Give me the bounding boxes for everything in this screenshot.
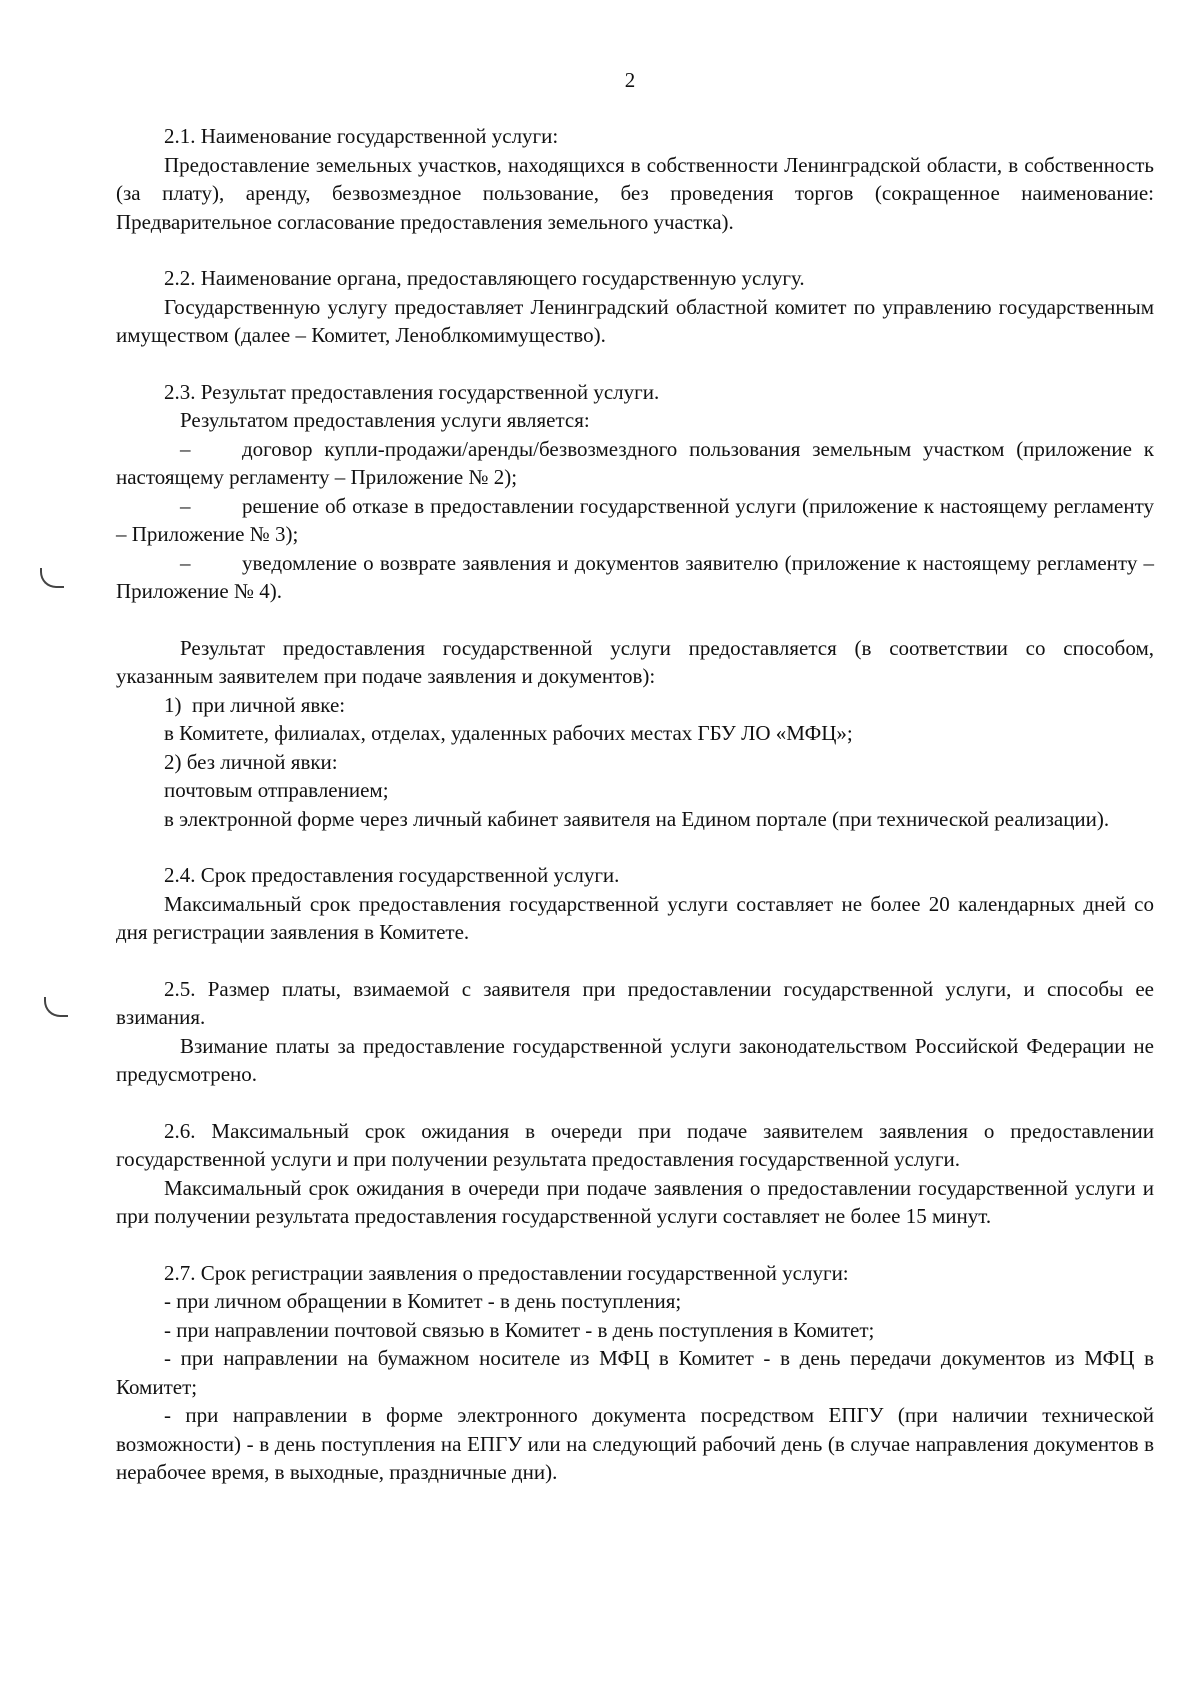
spacer: [116, 833, 1154, 861]
result-item-2-text: решение об отказе в предоставлении государственной услуги (приложение к настоящему регламенту – Приложение № 3);: [116, 493, 1154, 546]
spacer: [116, 350, 1154, 378]
result-item-1: [116, 435, 1154, 492]
section-2-1-text: Предоставление земельных участков, находящихся в собственности Ленинградской области, в собственность (за плату), аренду, безвозмездное пользование, без проведения торгов (сокращенное наименование: Предварительное согласование предоставления земельного участка).: [116, 152, 1154, 234]
section-2-3-result-text: Результат предоставления государственной услуги предоставляется (в соответствии со способом, указанным заявителем при подаче заявления и документов):: [116, 635, 1154, 688]
spacer: [116, 1089, 1154, 1117]
registration-item-4: - при направлении в форме электронного документа посредством ЕПГУ (при наличии технической возможности) - в день поступления на ЕПГУ или на следующий рабочий день (в случае направления документов в нерабочее время, в выходные, праздничные дни).: [116, 1403, 1154, 1484]
section-2-2-text: Государственную услугу предоставляет Ленинградский областной комитет по управлению государственным имуществом (далее – Комитет, Леноблкомимущество).: [116, 294, 1154, 347]
registration-item-2: - при направлении почтовой связью в Комитет - в день поступления в Комитет;: [164, 1317, 875, 1342]
list-dash: –: [180, 550, 191, 575]
way-2-label: 2) без личной явки:: [164, 749, 338, 774]
result-item-1-text: договор купли-продажи/аренды/безвозмездного пользования земельным участком (приложение к настоящему регламенту – Приложение № 2);: [116, 436, 1154, 489]
spacer: [116, 236, 1154, 264]
section-2-6-text: Максимальный срок ожидания в очереди при подаче заявления о предоставлении государственной услуги и при получении результата предоставления государственной услуги составляет не более 15 минут.: [116, 1175, 1154, 1228]
way-1-text: в Комитете, филиалах, отделах, удаленных рабочих местах ГБУ ЛО «МФЦ»;: [164, 721, 853, 745]
section-2-7-heading: 2.7. Срок регистрации заявления о предоставлении государственной услуги:: [164, 1260, 849, 1285]
spacer: [116, 1231, 1154, 1259]
list-dash: –: [180, 436, 191, 461]
spacer: [116, 606, 1154, 634]
section-2-2-heading: 2.2. Наименование органа, предоставляющего государственную услугу.: [164, 266, 805, 290]
scan-mark-1: [40, 568, 64, 588]
document-body: [116, 122, 1154, 1487]
section-2-4-text: Максимальный срок предоставления государственной услуги составляет не более 20 календарных дней со дня регистрации заявления в Комитете.: [116, 891, 1154, 944]
scan-mark-2: [44, 997, 68, 1017]
registration-item-3: - при направлении на бумажном носителе из МФЦ в Комитет - в день передачи документов из МФЦ в Комитет;: [116, 1346, 1154, 1399]
section-2-3-heading: 2.3. Результат предоставления государственной услуги.: [164, 379, 660, 404]
list-dash: –: [180, 493, 191, 518]
section-2-1-heading: 2.1. Наименование государственной услуги:: [164, 124, 559, 148]
section-2-5-heading: 2.5. Размер платы, взимаемой с заявителя при предоставлении государственной услуги, и способы ее взимания.: [116, 976, 1154, 1029]
way-2-text-1: почтовым отправлением;: [164, 778, 389, 802]
section-2-3-intro: Результатом предоставления услуги является:: [180, 408, 590, 432]
result-item-3-text: уведомление о возврате заявления и документов заявителю (приложение к настоящему регламенту – Приложение № 4).: [116, 550, 1154, 603]
result-item-2: [116, 492, 1154, 549]
way-2-text-2: в электронной форме через личный кабинет заявителя на Едином портале (при технической реализации).: [164, 806, 1110, 831]
page-number: 2: [624, 68, 636, 92]
spacer: [116, 947, 1154, 975]
section-2-4-heading: 2.4. Срок предоставления государственной услуги.: [164, 863, 620, 887]
result-item-3: [116, 549, 1154, 606]
way-1-label: 1) при личной явке:: [164, 692, 346, 717]
registration-item-1: - при личном обращении в Комитет - в день поступления;: [164, 1289, 682, 1313]
section-2-6-heading: 2.6. Максимальный срок ожидания в очереди при подаче заявителем заявления о предоставлении государственной услуги и при получении результата предоставления государственной услуги.: [116, 1118, 1154, 1171]
section-2-5-text: Взимание платы за предоставление государственной услуги законодательством Российской Федерации не предусмотрено.: [116, 1033, 1154, 1086]
